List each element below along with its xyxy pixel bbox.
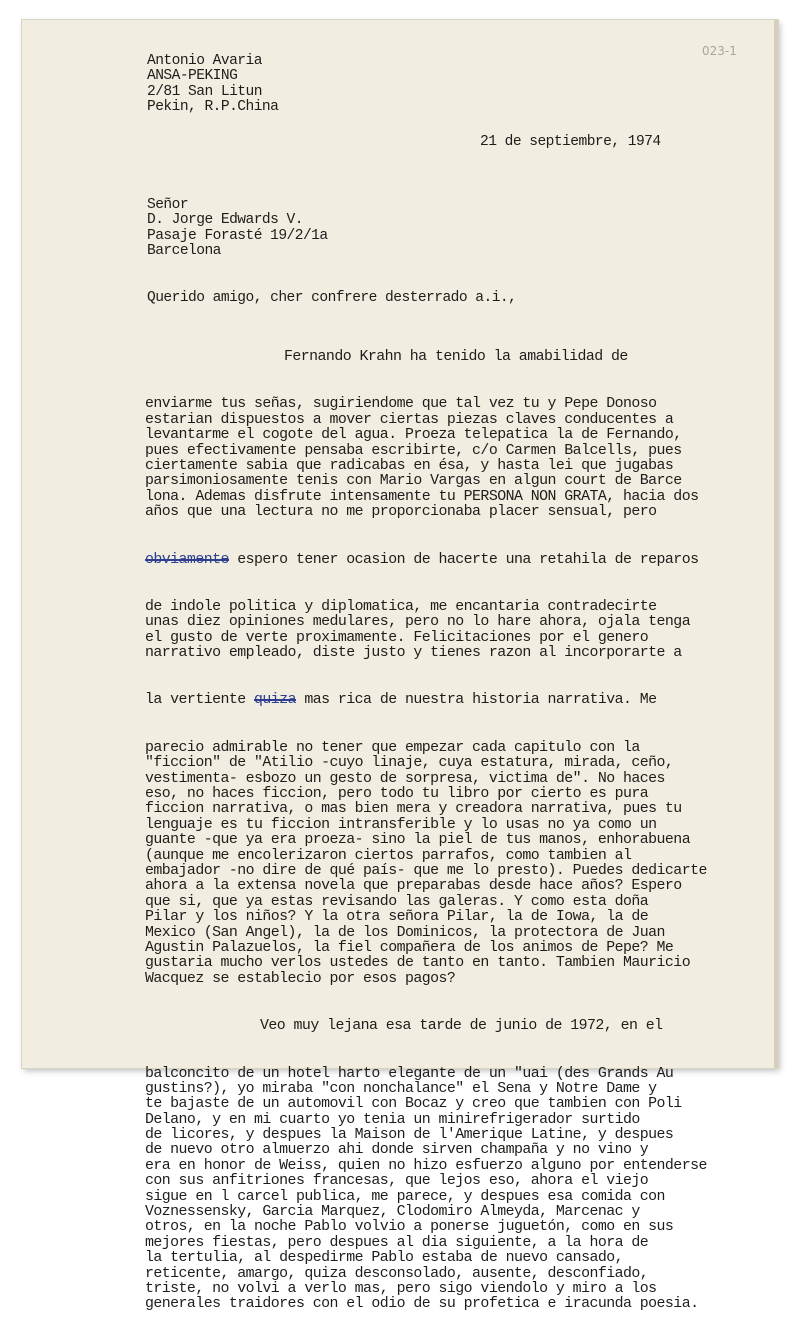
body-line: estarian dispuestos a mover ciertas piezas claves conducentes a [145,411,674,428]
paragraph-1-part-c [145,741,707,987]
paragraph-2-opening-line: Veo muy lejana esa tarde de junio de 1972, en el [260,1018,663,1035]
salutation: Querido amigo, cher confrere desterrado a.i., [147,290,517,306]
body-line: Agustin Palazuelos, la fiel compañera de los animos de Pepe? Me [145,939,674,956]
body-line: Mexico (San Angel), la de los Dominicos, la protectora de Juan [145,924,665,941]
body-line: triste, no volvi a verlo mas, pero sigo viendolo y miro a los [145,1280,657,1297]
body-line: Voznessensky, Garcia Marquez, Clodomiro Almeyda, Marcenac y [145,1204,640,1221]
body-line: lona. Ademas disfrute intensamente tu PERSONA NON GRATA, hacia dos [145,488,699,505]
body-line: generales traidores con el odio de su profetica e iracunda poesia. [145,1296,699,1313]
line-with-correction-2 [145,693,707,708]
sender-address [147,54,278,116]
body-line: ahora a la extensa novela que preparabas desde hace años? Espero [145,878,682,895]
body-line: el gusto de verte proximamente. Felicitaciones por el genero [145,629,649,646]
paragraph-2 [145,1067,707,1313]
line-text: espero tener ocasion de hacerte una retahila de reparos [228,551,699,568]
recipient-line: Pasaje Forasté 19/2/1a [147,227,328,244]
body-line: parecio admirable no tener que empezar cada capitulo con la [145,739,640,756]
body-line: de licores, y despues la Maison de l'Amerique Latine, y despues [145,1127,674,1144]
letter-date: 21 de septiembre, 1974 [480,134,661,150]
body-line: ficcion narrativa, o mas bien mera y creadora narrativa, pues tu [145,801,682,818]
body-line: Pilar y los niños? Y la otra señora Pilar, la de Iowa, la de [145,909,649,926]
body-line: enviarme tus señas, sugiriendome que tal vez tu y Pepe Donoso [145,396,657,413]
body-line: vestimenta- esbozo un gesto de sorpresa, victima de". No haces [145,770,665,787]
archive-pencil-mark: 023-1 [702,44,737,58]
body-line: embajador -no dire de qué país- que me lo presto). Puedes dedicarte [145,862,707,879]
recipient-line: Señor [147,197,189,213]
body-line: balconcito de un hotel harto elegante de un "uai (des Grands Au [145,1065,674,1082]
body-line: mejores fiestas, pero despues al dia siguiente, a la hora de [145,1234,649,1251]
body-line: reticente, amargo, quiza desconsolado, ausente, desconfiado, [145,1265,649,1282]
struck-word: quiza [254,692,296,709]
sender-line: 2/81 San Litun [147,83,262,100]
body-line: "ficcion" de "Atilio -cuyo linaje, cuya estatura, mirada, ceño, [145,755,674,772]
body-line: guante -que ya era proeza- sino la piel de tus manos, enhorabuena [145,832,691,849]
body-line: otros, en la noche Pablo volvio a ponerse juguetón, como en sus [145,1219,674,1236]
sender-line: Pekin, R.P.China [147,99,279,116]
body-line: la tertulia, al despedirme Pablo estaba de nuevo cansado, [145,1250,623,1267]
body-line: te bajaste de un automovil con Bocaz y creo que tambien con Poli [145,1096,682,1113]
body-line: Delano, y en mi cuarto yo tenia un minirefrigerador surtido [145,1111,640,1128]
line-text: la vertiente [145,692,255,709]
recipient-line: D. Jorge Edwards V. [147,212,303,229]
line-text: mas rica de nuestra historia narrativa. Me [295,692,657,709]
body-line: lenguaje es tu ficcion intransferible y lo usas no ya como un [145,816,657,833]
body-line: levantarme el cogote del agua. Proeza telepatica la de Fernando, [145,427,682,444]
recipient-line: Barcelona [147,243,221,260]
body-line: años que una lectura no me proporcionaba placer sensual, pero [145,504,657,521]
body-line: (aunque me encolerizaron ciertos parrafos, como tambien al [145,847,632,864]
body-line: parsimoniosamente tenis con Mario Vargas en algun court de Barce [145,473,682,490]
body-line: Wacquez se establecio por esos pagos? [145,970,456,987]
recipient-address [147,198,328,260]
body-line: gustaria mucho verlos ustedes de tanto en tanto. Tambien Mauricio [145,955,691,972]
body-line: con sus anfitriones francesas, que lejos eso, ahora el viejo [145,1173,649,1190]
body-line: de indole politica y diplomatica, me encantaria contradecirte [145,598,657,615]
sender-line: ANSA-PEKING [147,68,238,85]
paragraph-1-part-b [145,600,707,662]
struck-word: obviamente [145,551,229,568]
paragraph-1-opening-line: Fernando Krahn ha tenido la amabilidad de [284,349,628,365]
body-line: unas diez opiniones medulares, pero no lo hare ahora, ojala tenga [145,614,691,631]
body-line: gustins?), yo miraba "con nonchalance" el Sena y Notre Dame y [145,1080,657,1097]
body-line: de nuevo otro almuerzo ahi donde sirven champaña y no vino y [145,1142,649,1159]
body-line: narrativo empleado, diste justo y tienes razon al incorporarte a [145,645,682,662]
paragraph-1-part-a [145,397,707,520]
line-with-correction-1 [145,553,707,568]
body-line: ciertamente sabia que radicabas en ésa, y hasta lei que jugabas [145,457,674,474]
body-line: pues efectivamente pensaba escribirte, c/o Carmen Balcells, pues [145,442,682,459]
letter-body [145,318,707,1329]
body-line: que si, que ya estas revisando las galeras. Y como esta doña [145,893,649,910]
body-line: eso, no haces ficcion, pero todo tu libro por cierto es pura [145,786,649,803]
body-line: sigue en l carcel publica, me parece, y despues esa comida con [145,1188,665,1205]
body-line: era en honor de Weiss, quien no hizo esfuerzo alguno por entenderse [145,1157,707,1174]
sender-line: Antonio Avaria [147,53,262,69]
